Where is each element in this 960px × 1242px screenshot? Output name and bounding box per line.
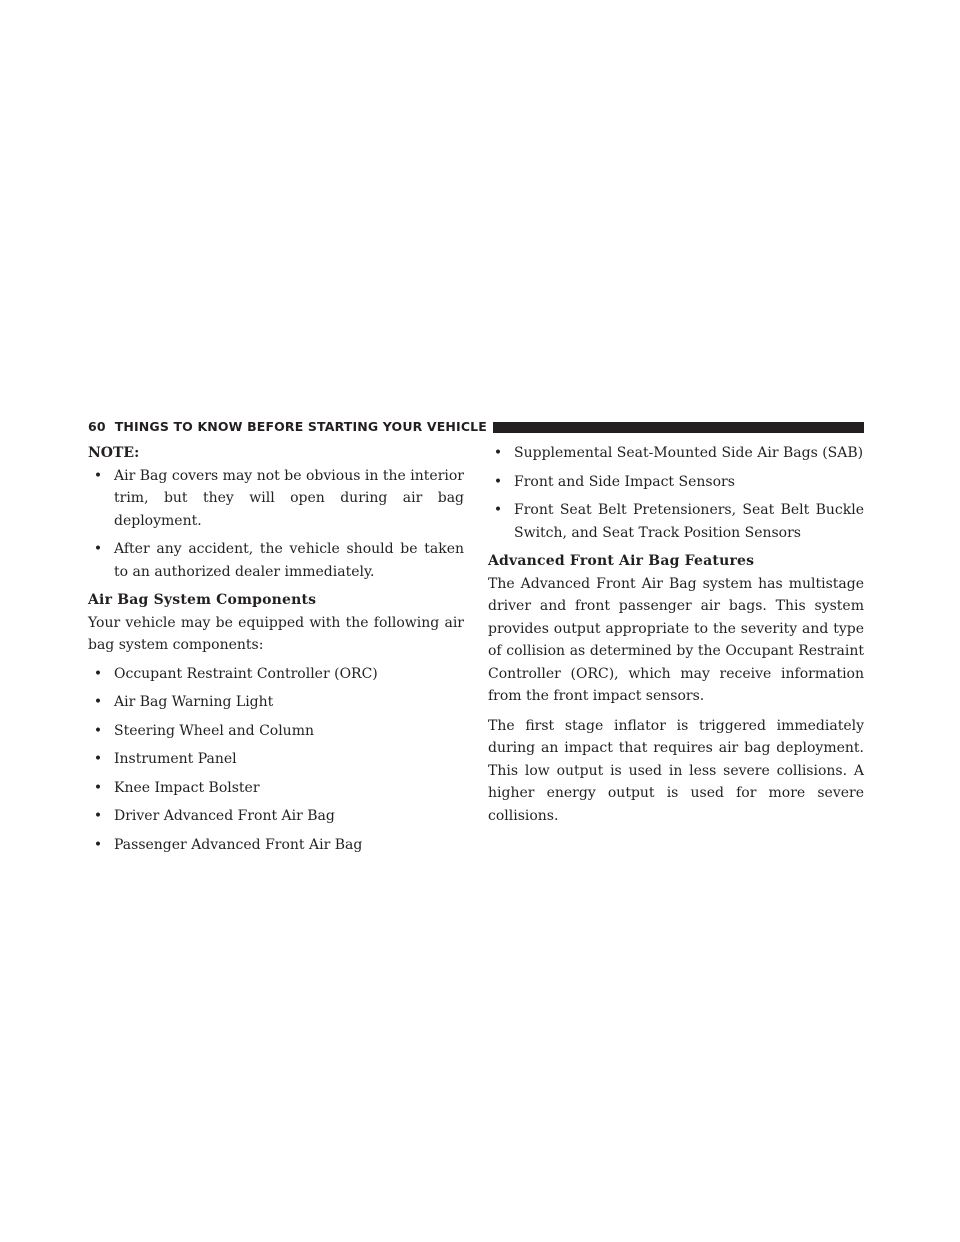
section-intro: Your vehicle may be equipped with the following air bag system components: bbox=[88, 614, 464, 653]
note-bullet bbox=[88, 538, 464, 583]
component-text: Instrument Panel bbox=[114, 751, 237, 767]
bullet-icon: • bbox=[93, 751, 103, 767]
page-header bbox=[88, 419, 864, 435]
left-column bbox=[88, 442, 464, 856]
component-item bbox=[88, 777, 464, 800]
header-title: THINGS TO KNOW BEFORE STARTING YOUR VEHICLE bbox=[114, 419, 487, 434]
bullet-icon: • bbox=[93, 665, 103, 682]
component-text: Steering Wheel and Column bbox=[114, 722, 314, 739]
bullet-icon: • bbox=[493, 473, 503, 490]
section-heading: Air Bag System Components bbox=[88, 592, 317, 608]
component-item bbox=[488, 471, 864, 494]
body-paragraph: The Advanced Front Air Bag system has multistage driver and front passenger air bags. This system provides output appropriate to the severity and type of collision as determined by the Occupant Restraint Controller (ORC), which may receive information from the front impact sensors. bbox=[488, 575, 864, 704]
component-item bbox=[88, 720, 464, 743]
bullet-icon: • bbox=[93, 467, 103, 484]
component-item bbox=[488, 499, 864, 544]
section-heading: Advanced Front Air Bag Features bbox=[488, 553, 755, 569]
page-number: 60 bbox=[88, 419, 106, 434]
component-item bbox=[88, 834, 464, 857]
bullet-icon: • bbox=[93, 836, 103, 853]
bullet-icon: • bbox=[93, 694, 103, 710]
note-label: NOTE: bbox=[88, 445, 140, 461]
bullet-icon: • bbox=[93, 722, 103, 739]
note-bullet-text: After any accident, the vehicle should be taken to an authorized dealer immediately. bbox=[114, 541, 464, 580]
bullet-icon: • bbox=[493, 445, 503, 461]
component-text: Passenger Advanced Front Air Bag bbox=[114, 836, 363, 853]
note-bullet bbox=[88, 465, 464, 533]
note-bullet-text: Air Bag covers may not be obvious in the interior trim, but they will open during air bag deployment. bbox=[114, 467, 464, 529]
right-column bbox=[488, 442, 864, 827]
component-item bbox=[88, 691, 464, 714]
component-item bbox=[88, 663, 464, 686]
component-item bbox=[88, 748, 464, 771]
component-text: Driver Advanced Front Air Bag bbox=[114, 808, 335, 824]
bullet-icon: • bbox=[93, 779, 103, 796]
component-item bbox=[488, 442, 864, 465]
header-spacer bbox=[106, 419, 115, 435]
bullet-icon: • bbox=[493, 502, 503, 518]
component-text: Knee Impact Bolster bbox=[114, 779, 260, 796]
header-rule bbox=[493, 422, 864, 433]
bullet-icon: • bbox=[93, 541, 103, 557]
component-text: Front and Side Impact Sensors bbox=[514, 473, 735, 490]
component-text: Air Bag Warning Light bbox=[114, 694, 274, 710]
component-text: Front Seat Belt Pretensioners, Seat Belt Buckle Switch, and Seat Track Position Sensors bbox=[514, 502, 864, 541]
component-text: Supplemental Seat-Mounted Side Air Bags (SAB) bbox=[514, 445, 864, 461]
component-text: Occupant Restraint Controller (ORC) bbox=[114, 665, 378, 682]
component-item bbox=[88, 805, 464, 828]
bullet-icon: • bbox=[93, 808, 103, 824]
body-paragraph: The first stage inflator is triggered immediately during an impact that requires air bag deployment. This low output is used in less severe collisions. A higher energy output is used for more severe collisions. bbox=[488, 717, 864, 824]
